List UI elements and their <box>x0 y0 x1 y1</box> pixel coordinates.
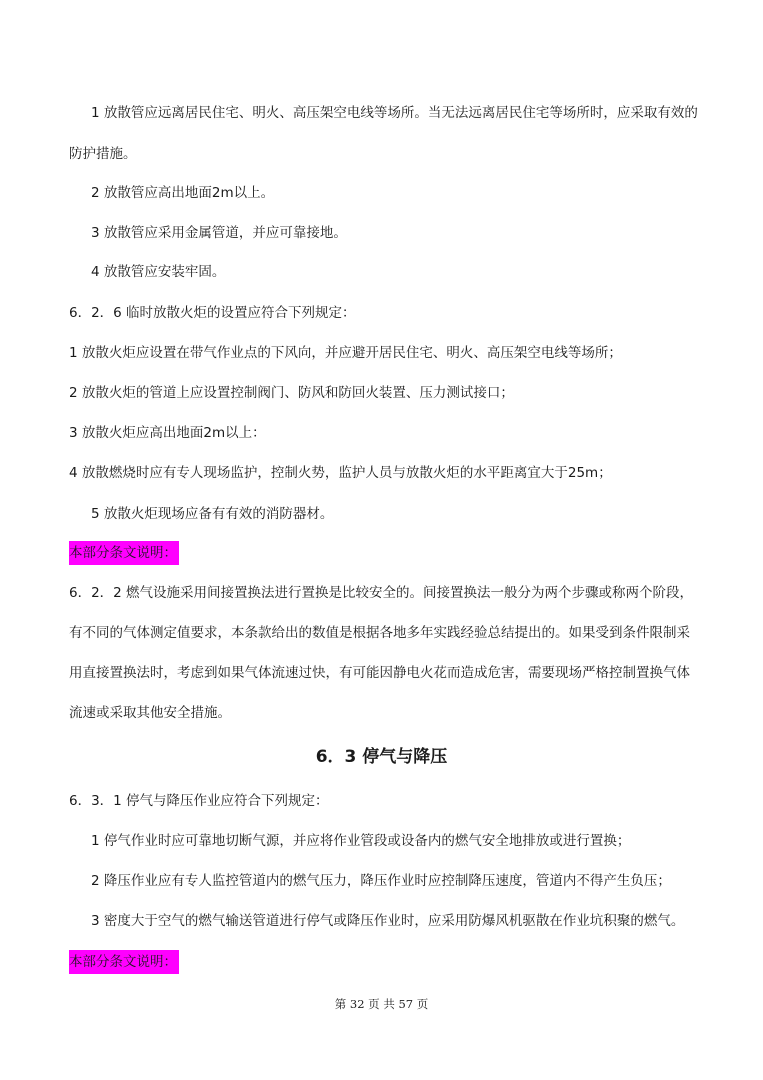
paragraph-line: 流速或采取其他安全措施。 <box>69 705 231 721</box>
clause-heading: 6．3．1 停气与降压作业应符合下列规定： <box>69 793 329 809</box>
paragraph-line: 3 放散火炬应高出地面2m以上： <box>69 425 266 441</box>
paragraph-line: 4 放散管应安装牢固。 <box>91 264 226 280</box>
paragraph-line: 3 密度大于空气的燃气输送管道进行停气或降压作业时，应采用防爆风机驱散在作业坑积聚的燃气。 <box>91 913 685 929</box>
clause-heading: 6．2．2 燃气设施采用间接置换法进行置换是比较安全的。间接置换法一般分为两个步骤或称两个阶段， <box>69 585 694 601</box>
paragraph-line: 有不同的气体测定值要求，本条款给出的数值是根据各地多年实践经验总结提出的。如果受到条件限制采 <box>69 625 690 641</box>
paragraph-line: 1 放散管应远离居民住宅、明火、高压架空电线等场所。当无法远离居民住宅等场所时，应采取有效的 <box>91 105 698 121</box>
explanation-label <box>69 950 703 974</box>
paragraph-line: 5 放散火炬现场应备有有效的消防器材。 <box>91 506 334 522</box>
paragraph-line: 1 放散火炬应设置在带气作业点的下风向，并应避开居民住宅、明火、高压架空电线等场所； <box>69 345 622 361</box>
highlighted-label: 本部分条文说明： <box>69 541 179 565</box>
paragraph-line: 2 放散管应高出地面2m以上。 <box>91 185 275 201</box>
paragraph-line: 2 降压作业应有专人监控管道内的燃气压力，降压作业时应控制降压速度，管道内不得产生负压； <box>91 873 671 889</box>
paragraph-line: 2 放散火炬的管道上应设置控制阀门、防风和防回火装置、压力测试接口； <box>69 385 514 401</box>
highlighted-label: 本部分条文说明： <box>69 950 179 974</box>
paragraph-line: 3 放散管应采用金属管道，并应可靠接地。 <box>91 225 347 241</box>
paragraph-line: 4 放散燃烧时应有专人现场监护，控制火势，监护人员与放散火炬的水平距离宜大于25m； <box>69 465 612 481</box>
page-footer: 第 32 页 共 57 页 <box>334 997 429 1011</box>
paragraph-line: 1 停气作业时应可靠地切断气源，并应将作业管段或设备内的燃气安全地排放或进行置换； <box>91 833 631 849</box>
clause-heading: 6．2．6 临时放散火炬的设置应符合下列规定： <box>69 305 356 321</box>
paragraph-line: 用直接置换法时，考虑到如果气体流速过快，有可能因静电火花而造成危害，需要现场严格控制置换气体 <box>69 665 690 681</box>
paragraph-line: 防护措施。 <box>69 146 137 162</box>
explanation-label <box>69 541 703 565</box>
section-heading: 6．3 停气与降压 <box>315 747 448 767</box>
